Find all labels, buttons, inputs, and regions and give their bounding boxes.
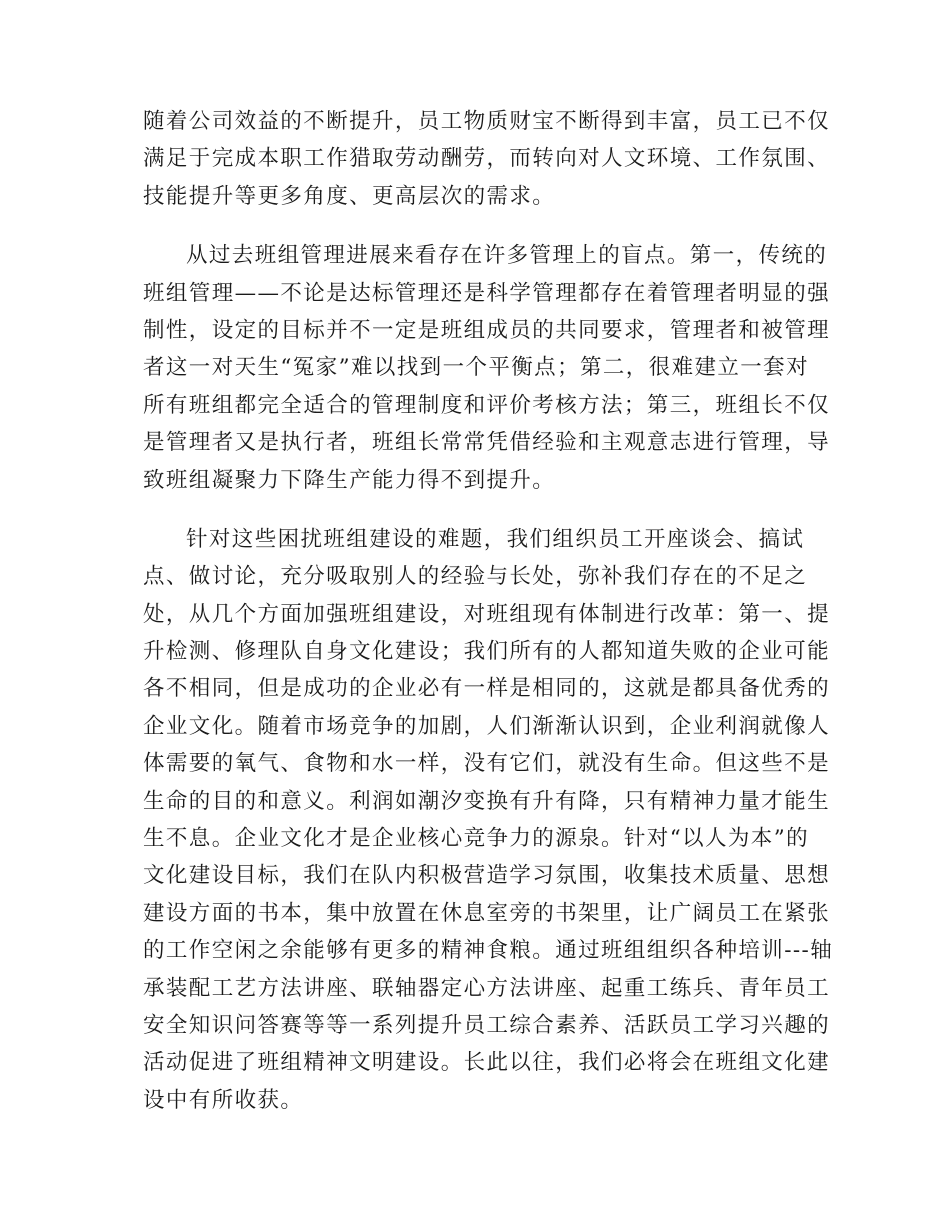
text-line: 各不相同，但是成功的企业必有一样是相同的，这就是都具备优秀的 xyxy=(143,676,831,702)
text-line: 致班组凝聚力下降生产能力得不到提升。 xyxy=(143,467,556,493)
text-line: 者这一对天生“冤家”难以找到一个平衡点；第二，很难建立一套对 xyxy=(143,355,809,381)
text-line: 针对这些困扰班组建设的难题，我们组织员工开座谈会、搞试 xyxy=(186,526,805,552)
text-line: 文化建设目标，我们在队内积极营造学习氛围，收集技术质量、思想 xyxy=(143,863,831,889)
paragraph-2 xyxy=(143,237,831,499)
text-line: 处，从几个方面加强班组建设，对班组现有体制进行改革：第一、提 xyxy=(143,601,831,627)
paragraph-spacer xyxy=(143,499,803,521)
paragraph-spacer xyxy=(143,215,803,237)
text-line: 生命的目的和意义。利润如潮汐变换有升有降，只有精神力量才能生 xyxy=(143,788,831,814)
text-line: 设中有所收获。 xyxy=(143,1087,304,1113)
text-line: 制性，设定的目标并不一定是班组成员的共同要求，管理者和被管理 xyxy=(143,317,831,343)
text-line: 所有班组都完全适合的管理制度和评价考核方法；第三，班组长不仅 xyxy=(143,392,831,418)
text-line: 从过去班组管理进展来看存在许多管理上的盲点。第一，传统的 xyxy=(186,243,828,269)
text-line: 随着公司效益的不断提升，员工物质财宝不断得到丰富，员工已不仅 xyxy=(143,109,831,134)
text-line: 建设方面的书本，集中放置在休息室旁的书架里，让广阔员工在紧张 xyxy=(143,900,831,926)
text-line: 生不息。企业文化才是企业核心竞争力的源泉。针对“以人为本”的 xyxy=(143,826,809,852)
text-line: 体需要的氧气、食物和水一样，没有它们，就没有生命。但这些不是 xyxy=(143,751,831,777)
text-line: 班组管理——不论是达标管理还是科学管理都存在着管理者明显的强 xyxy=(143,280,831,306)
text-line: 企业文化。随着市场竞争的加剧，人们渐渐认识到，企业利润就像人 xyxy=(143,713,831,739)
text-line: 点、做讨论，充分吸取别人的经验与长处，弥补我们存在的不足之 xyxy=(143,564,808,590)
document-page xyxy=(143,103,834,1119)
paragraph-1 xyxy=(143,103,831,215)
text-line: 活动促进了班组精神文明建设。长此以往，我们必将会在班组文化建 xyxy=(143,1050,831,1076)
text-line: 是管理者又是执行者，班组长常常凭借经验和主观意志进行管理，导 xyxy=(143,430,831,456)
text-line: 满足于完成本职工作猎取劳动酬劳，而转向对人文环境、工作氛围、 xyxy=(143,146,831,172)
text-line: 安全知识问答赛等等一系列提升员工综合素养、活跃员工学习兴趣的 xyxy=(143,1012,831,1038)
text-line: 升检测、修理队自身文化建设；我们所有的人都知道失败的企业可能 xyxy=(143,639,831,665)
paragraph-3 xyxy=(143,521,834,1119)
text-line: 承装配工艺方法讲座、联轴器定心方法讲座、起重工练兵、青年员工 xyxy=(143,975,831,1001)
text-line: 的工作空闲之余能够有更多的精神食粮。通过班组组织各种培训---轴 xyxy=(143,938,834,964)
text-line: 技能提升等更多角度、更高层次的需求。 xyxy=(143,183,556,209)
